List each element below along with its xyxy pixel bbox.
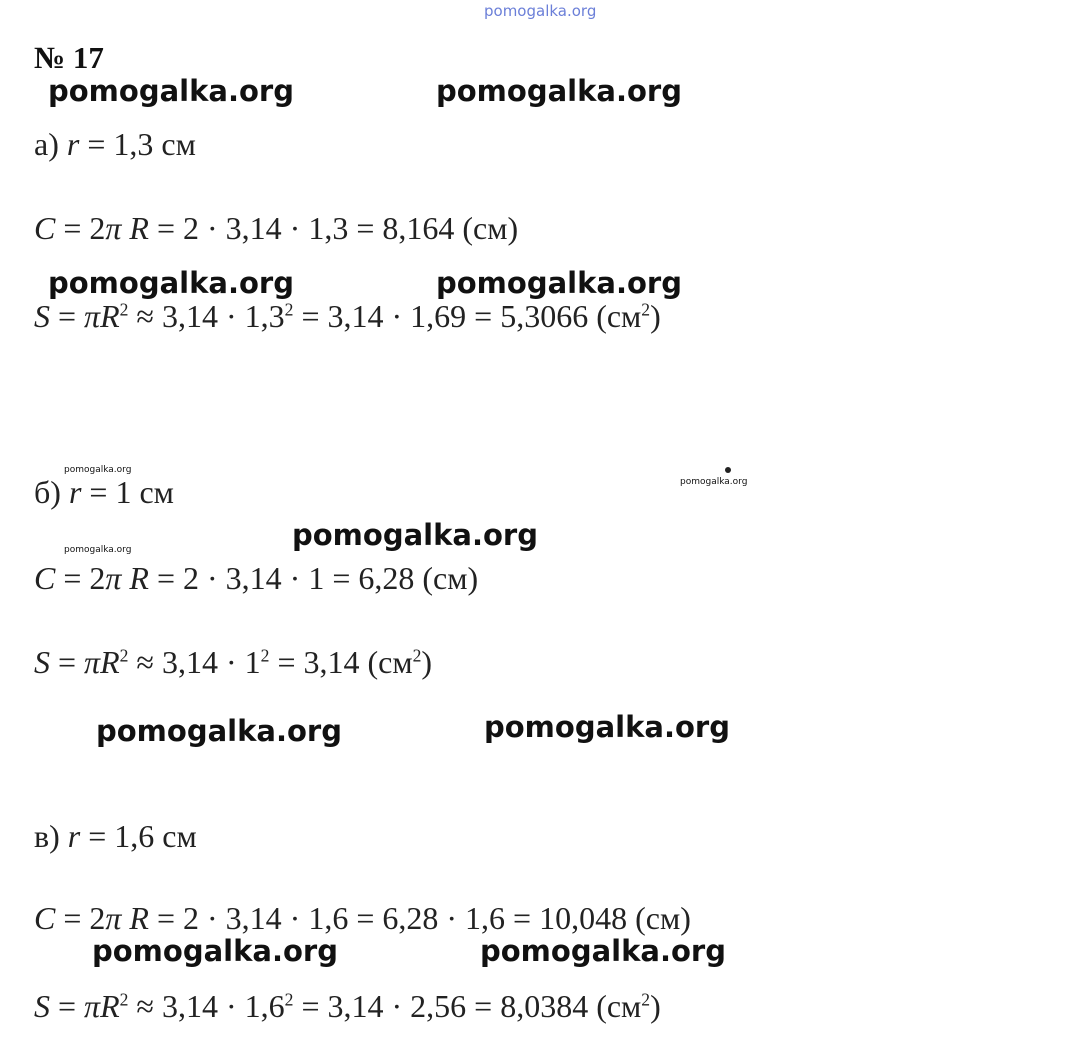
watermark: pomogalka.org [48, 266, 294, 300]
watermark-top: pomogalka.org [484, 2, 597, 20]
watermark-small: pomogalka.org [64, 465, 132, 475]
circumference-c: C = 2π R = 2 · 3,14 · 1,6 = 6,28 · 1,6 = 10,048 (см) [34, 900, 691, 936]
area-b: $S = \pi R^2 \approx 3,14 \cdot 1^2 = 3,14$ $(см^2)$ [34, 644, 433, 680]
watermark: pomogalka.org [436, 266, 682, 300]
given-a: а) r = 1,3 см [34, 126, 196, 162]
area-c: $S = \pi R^2 \approx 3,14 \cdot 1,6^2 = 3,14 \cdot 2,56 = 8,0384$ $(см^2)$ [34, 988, 661, 1024]
circumference-b: C = 2π R = 2 · 3,14 · 1 = 6,28 (см) [34, 560, 479, 596]
watermark: pomogalka.org [292, 518, 538, 552]
watermark: pomogalka.org [436, 74, 682, 108]
problem-number: № 17 [34, 40, 104, 75]
watermark-small: pomogalka.org [680, 477, 748, 487]
given-c: в) r = 1,6 см [34, 818, 197, 854]
circumference-a: C = 2π R = 2 · 3,14 · 1,3 = 8,164 (см) [34, 210, 519, 246]
watermark: pomogalka.org [48, 74, 294, 108]
watermark: pomogalka.org [96, 714, 342, 748]
dot-mark [725, 467, 731, 473]
given-b: б) r = 1 см [34, 474, 174, 510]
area-a: $S = \pi R^2 \approx 3,14 \cdot 1,3^2 = 3,14 \cdot 1,69 = 5,3066$ $(см^2)$ [34, 298, 661, 334]
watermark: pomogalka.org [92, 934, 338, 968]
watermark: pomogalka.org [484, 710, 730, 744]
watermark: pomogalka.org [480, 934, 726, 968]
watermark-small: pomogalka.org [64, 545, 132, 555]
